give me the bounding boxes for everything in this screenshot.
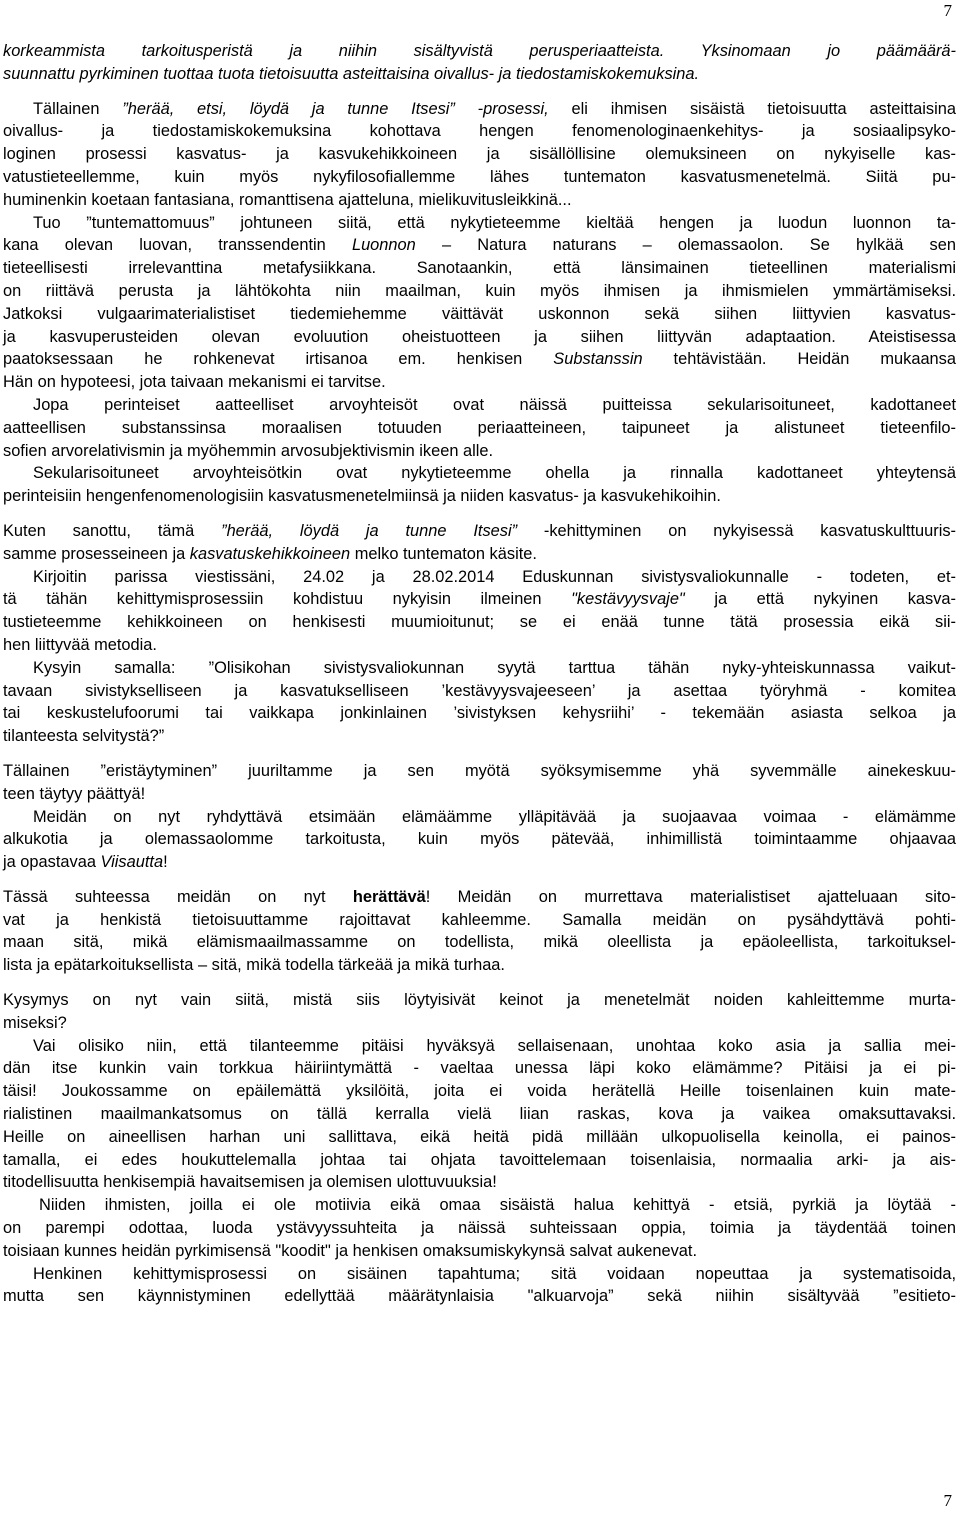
text-line: vat ja henkistä tietoisuuttamme rajoittavat kahleemme. Samalla meidän on pysähdyttävä pohti-	[3, 910, 956, 929]
text-line: alkukotia ja olemassaolomme tarkoitusta, kuin myös pätevää, inhimillistä toimintaamme ohjaavaa	[3, 830, 956, 849]
text-run: Tässä suhteessa meidän on nyt	[3, 887, 326, 906]
text-run: ”herää, etsi, löydä ja tunne Itsesi” -prosessi,	[122, 99, 549, 118]
text-line: Vai olisiko niin, että tilanteemme pitäisi hyväksyä sellaisenaan, unohtaa koko asia ja sallia mei-	[33, 1036, 956, 1055]
text-line: Tällainen ”eristäytyminen” juuriltamme ja sen myötä syöksymisemme yhä syvemmälle ainekeskuu-	[3, 761, 956, 780]
text-run: tehtävistään. Heidän mukaansa	[673, 350, 956, 369]
text-line: Jopa perinteiset aatteelliset arvoyhteisöt ovat näissä puitteissa sekularisoituneet, kadottaneet	[33, 395, 956, 414]
page-number-top: 7	[943, 1, 952, 20]
text-line: miseksi?	[3, 1013, 67, 1032]
text-line: loginen prosessi kasvatus- ja kasvukehikkoineen ja sisällöllisine olemuksineen on nykyiselle kas-	[3, 145, 956, 164]
text-line: Meidän on nyt ryhdyttävä etsimään elämäämme ylläpitävää ja suojaavaa voimaa - elämämme	[33, 807, 956, 826]
text-line: Tuo ”tuntemattomuus” johtuneen siitä, että nykytieteemme kieltää hengen ja luodun luonnon ta-	[33, 213, 956, 232]
text-line: suunnattu pyrkiminen tuottaa tuota tietoisuutta asteittaisina oivallus- ja tiedostamiskokemuksina.	[3, 64, 700, 83]
text-run: melko tuntematon käsite.	[354, 544, 537, 563]
text-line: maan sitä, mikä elämismaailmassamme on todellista, mikä oleellista ja epäoleellista, tarkoituksel-	[3, 933, 956, 952]
text-run: kasvatuskehikkoineen	[189, 544, 351, 563]
text-run: Luonnon	[351, 236, 416, 255]
text-line: tavaan sivistykselliseen ja kasvatukselliseen ’kestävyysvajeeseen’ ja asettaa työryhmä - komitea	[3, 681, 956, 700]
text-run: ! Meidän on murrettava materialistiset ajatteluaan sito-	[425, 887, 957, 906]
text-run: paatoksessaan he rohkenevat irtisanoa em. henkisen	[3, 350, 523, 369]
document-body	[3, 40, 956, 1308]
text-run: – Natura naturans – olemassaolon. Se hylkää sen	[441, 236, 956, 255]
text-run: "kestävyysvaje"	[571, 590, 685, 609]
text-run: ja opastavaa	[3, 853, 96, 872]
text-line: vatustieteellemme, kuin myös nykyfilosofiallemme lähes tuntematon kasvatusmenetelmä. Siitä pu-	[3, 167, 956, 186]
text-line: aatteellisen substanssinsa moraalisen totuuden periaatteineen, taipuneet ja alistuneet tieteenfilo-	[3, 418, 956, 437]
text-line: tai keskustelufoorumi tai vaikkapa jonkinlainen ’sivistyksen kehysriihi’ - tekemään asiasta selkoa ja	[3, 704, 956, 723]
text-line: perinteisiin hengenfenomenologisiin kasvatusmenetelmiinsä ja niiden kasvatus- ja kasvukehikoihin.	[3, 487, 721, 506]
text-line: täisi! Joukossamme on epäilemättä yksilöitä, joita ei voida herätellä Heille toisenlainen kuin mate-	[3, 1082, 956, 1101]
text-line: tamalla, ei edes houkuttelemalla johtaa tai ohjata tavoittelemaan toisenlaisia, normaalia arki- ja ais-	[3, 1150, 956, 1169]
text-line: korkeammista tarkoitusperistä ja niihin sisältyvistä perusperiaatteista. Yksinomaan jo päämäärä-	[3, 42, 956, 60]
text-line: Jatkoksi vulgaarimaterialistiset tiedemiehemme väittävät uskonnon sekä siihen liittyvien kasvatus-	[3, 304, 956, 323]
text-line	[3, 588, 956, 611]
text-line: dän itse kunkin vain torkkua häiriintymättä - vaeltaa unessa läpi koko elämämme? Pitäisi ja ei pi-	[3, 1059, 956, 1078]
text-line: titodellisuutta henkisempiä havaitsemisen ja olemisen ulottuvuuksia!	[3, 1173, 497, 1192]
text-line: Kysymys on nyt vain siitä, mistä siis löytyisivät keinot ja menetelmät noiden kahleittemme murta-	[3, 991, 956, 1010]
text-line	[3, 520, 956, 543]
text-run: samme prosesseineen ja	[3, 544, 186, 563]
text-line: teen täytyy päättyä!	[3, 784, 146, 803]
text-line: huminenkin koetaan fantasiana, romanttisena ajatteluna, mielikuvitusleikkinä...	[3, 190, 572, 209]
text-line: Hän on hypoteesi, jota taivaan mekanismi ei tarvitse.	[3, 373, 386, 392]
text-line	[3, 886, 956, 909]
text-run: Viisautta	[100, 853, 164, 872]
text-line: toisiaan kunnes heidän pyrkimisensä "koodit" ja henkisen omaksumiskykynsä salvat aukenevat.	[3, 1241, 698, 1260]
text-line: tilanteesta selvitystä?”	[3, 727, 165, 746]
text-line	[3, 543, 956, 566]
text-line	[3, 98, 956, 121]
text-run: herättävä	[352, 887, 426, 906]
text-run: Tällainen	[33, 99, 100, 118]
text-line: Sekularisoituneet arvoyhteisötkin ovat nykytieteemme ohella ja rinnalla kadottaneet yhteytensä	[33, 464, 956, 483]
text-line: mutta sen käynnistyminen edellyttää määrätynlaisia "alkuarvoja” sekä niihin sisältyvää ”esitieto-	[3, 1287, 956, 1306]
text-line: ja kasvuperusteiden olevan evoluution oheistuotteen ja siihen liittyvän adaptaation. Ateistisessa	[3, 327, 956, 346]
text-run: kana olevan luovan, transsendentin	[3, 236, 326, 255]
text-line: on parempi odottaa, luoda ystävyyssuhteita ja näissä suhteissaan oppia, toimia ja täydentää toinen	[3, 1219, 956, 1238]
text-line: rialistinen maailmankatsomus on tällä kerralla vielä liian raskas, kova ja vaikea omaksuttavaksi.	[3, 1105, 956, 1124]
text-run: ”herää, löydä ja tunne Itsesi”	[221, 521, 518, 540]
text-line: hen liittyvää metodia.	[3, 635, 157, 654]
text-line: oivallus- ja tiedostamiskokemuksina kohottava hengen fenomenologinaenkehitys- ja sosiaalipsyko-	[3, 122, 956, 141]
text-line	[3, 348, 956, 371]
text-line	[3, 234, 956, 257]
text-run: Kuten sanottu, tämä	[3, 521, 195, 540]
text-line: Kirjoitin parissa viestissäni, 24.02 ja 28.02.2014 Eduskunnan sivistysvaliokunnalle - todeten, et-	[33, 567, 956, 586]
text-line: lista ja epätarkoituksellista – sitä, mikä todella tärkeää ja mikä turhaa.	[3, 956, 505, 975]
text-run: Substanssin	[553, 350, 643, 369]
text-run: !	[163, 853, 168, 872]
text-line: tustieteemme kehikkoineen on henkisesti muumioitunut; se ei enää tunne tätä prosessia eikä sii-	[3, 613, 956, 632]
text-line: Kysyin samalla: ”Olisikohan sivistysvaliokunnan syytä tarttua tähän nyky-yhteiskunnassa vaikut-	[33, 658, 956, 677]
text-run: ja että nykyinen kasva-	[714, 590, 956, 609]
text-line: on riittävä perusta ja lähtökohta niin maailman, kuin myös ihmisen ja ihmismielen ymmärtämiseksi.	[3, 281, 956, 300]
text-line: Henkinen kehittymisprosessi on sisäinen tapahtuma; sitä voidaan nopeuttaa ja systematisoida,	[33, 1264, 956, 1283]
text-run: -kehittyminen on nykyisessä kasvatuskulttuuris-	[543, 521, 956, 540]
text-run: eli ihmisen sisäistä tietoisuutta asteittaisina	[571, 99, 957, 118]
text-line: tieteellisesti irrelevanttina metafysiikkana. Sanotaankin, että länsimainen tieteellinen materialismi	[3, 259, 956, 278]
page-number-bottom: 7	[943, 1491, 952, 1510]
text-run: tä tähän kehittymisprosessiin kohdistuu nykyisin ilmeinen	[3, 590, 542, 609]
text-line: Niiden ihmisten, joilla ei ole motiivia eikä omaa sisäistä halua kehittyä - etsiä, pyrkiä ja löytää -	[39, 1196, 956, 1215]
text-line: sofien arvorelativismin ja myöhemmin arvosubjektivismin ikeen alle.	[3, 441, 494, 460]
text-line	[3, 851, 956, 874]
text-line: Heille on aineellisen harhan uni sallittava, eikä heitä pidä millään ulkopuolisella keinolla, ei painos-	[3, 1127, 956, 1146]
